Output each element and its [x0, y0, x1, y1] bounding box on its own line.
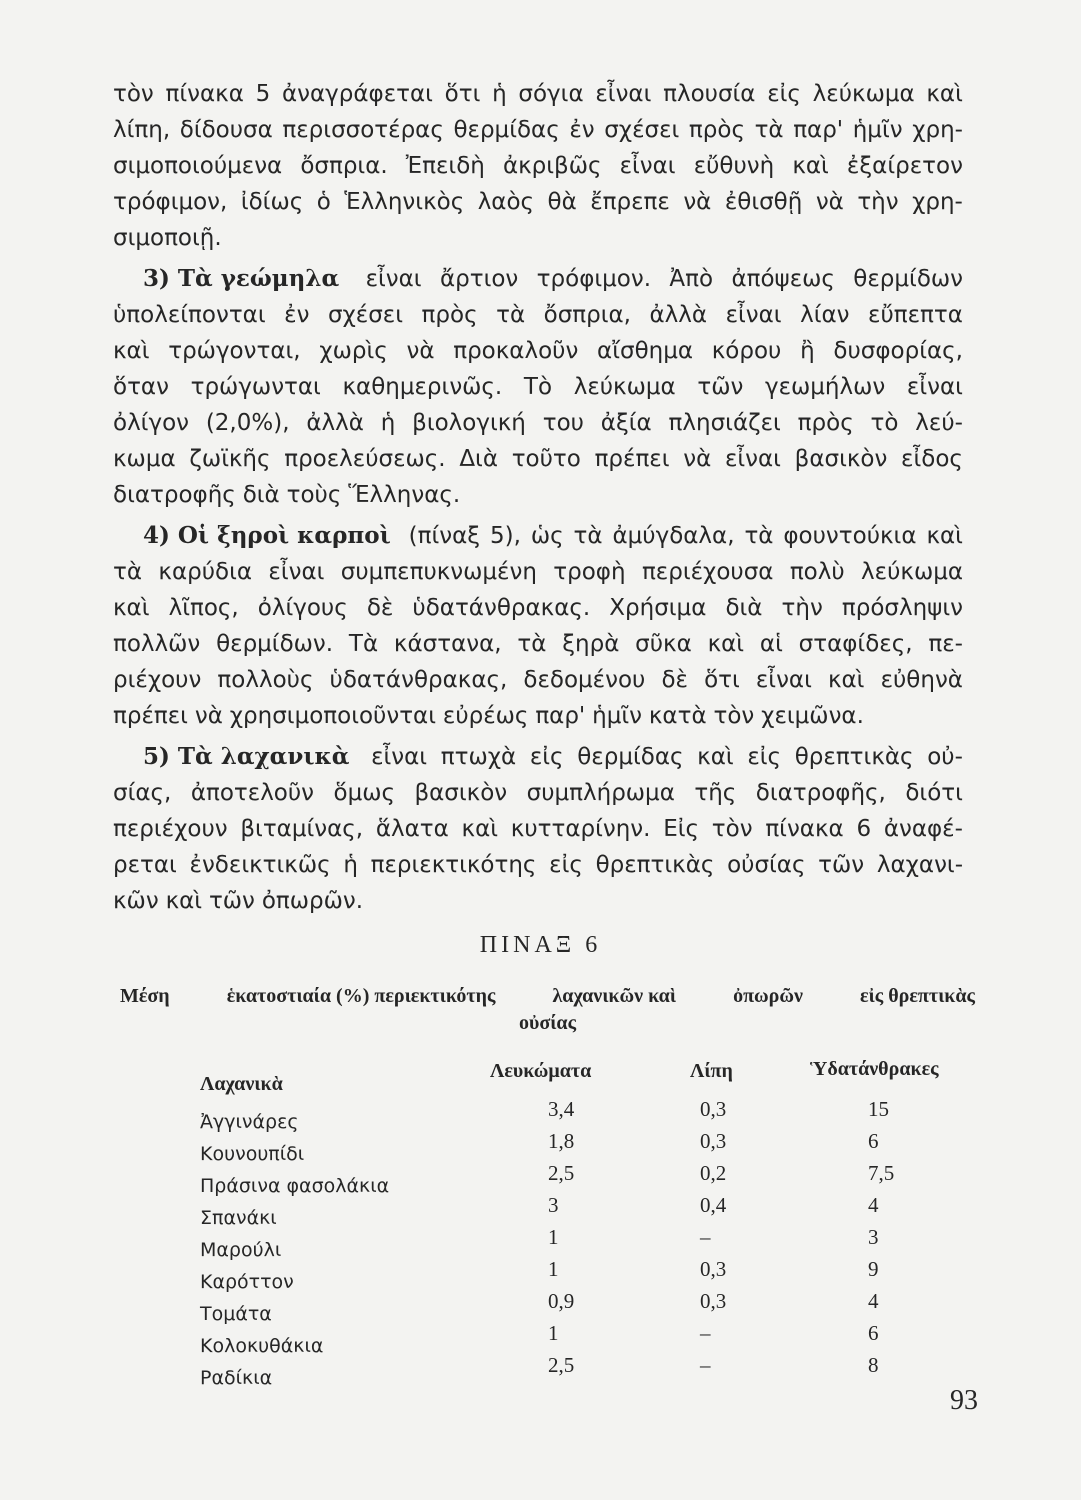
- word: πίνακα: [165, 81, 244, 107]
- word: διατροφῆς: [113, 482, 236, 508]
- word: (2,0%),: [205, 410, 290, 436]
- word: τρόφιμον.: [536, 266, 652, 292]
- word: χρησιμοποιοῦνται: [229, 703, 436, 729]
- word: πολλῶν: [113, 631, 201, 657]
- word: εἶναι: [725, 302, 782, 328]
- word: θὰ: [547, 189, 577, 215]
- word: εὔθυνὴ: [693, 153, 775, 179]
- word: δίδουσα: [179, 117, 273, 143]
- word: Χρήσιμα: [609, 595, 707, 621]
- word: πρὸς: [688, 117, 745, 143]
- word: διὰ: [242, 482, 280, 508]
- text-line: [113, 477, 963, 513]
- fat-value: 0,3: [700, 1097, 727, 1121]
- table-row: [0, 1257, 1081, 1295]
- word: ἐνδεικτικῶς: [189, 852, 331, 878]
- vegetable-name: Σπανάκι: [200, 1207, 277, 1229]
- word: σταφίδες,: [798, 631, 913, 657]
- text-line: [113, 847, 963, 883]
- fat-value: 0,3: [700, 1257, 727, 1281]
- word: εἶναι: [595, 81, 652, 107]
- text-line: [113, 184, 963, 220]
- word: εἰς: [747, 744, 782, 770]
- word: οὐσίας: [727, 852, 806, 878]
- protein-value: 2,5: [548, 1161, 575, 1185]
- word: πολὺ: [789, 559, 845, 585]
- word: ἐν: [284, 302, 310, 328]
- word: ὀλίγους: [257, 595, 348, 621]
- word: θερμίδων.: [216, 631, 334, 657]
- word: κατὰ: [648, 703, 707, 729]
- word: καὶ: [113, 595, 150, 621]
- word: σιμοποιούμενα: [113, 153, 283, 179]
- carbohydrate-value: 4: [868, 1193, 879, 1217]
- carbohydrate-value: 6: [868, 1321, 879, 1345]
- paragraph: [113, 261, 963, 513]
- text-line: [113, 148, 963, 184]
- word: χωρὶς: [319, 338, 388, 364]
- text-line: [113, 220, 963, 256]
- text-line: [113, 333, 963, 369]
- caption-part: ἑκατοστιαία (%) περιεκτικότης: [226, 985, 496, 1007]
- word: ἀκριβῶς: [502, 153, 602, 179]
- word: νὰ: [194, 703, 223, 729]
- caption-part: εἰς θρεπτικὰς: [860, 985, 975, 1007]
- word: τὸν: [711, 816, 753, 842]
- table-row: [0, 1289, 1081, 1327]
- word: σιμοποιῇ.: [113, 225, 222, 251]
- word: ὄσπρια.: [300, 153, 388, 179]
- word: παρ': [535, 703, 586, 729]
- word: γεωμήλων: [764, 374, 886, 400]
- word: πλησιάζει: [668, 410, 781, 436]
- word: 5: [255, 81, 271, 107]
- text-line: [113, 518, 963, 554]
- carbohydrate-value: 3: [868, 1225, 879, 1249]
- vegetable-name: Μαρούλι: [200, 1239, 282, 1261]
- word: εὔπεπτα: [868, 302, 963, 328]
- header-protein: Λευκώματα: [490, 1060, 592, 1082]
- table-row: [0, 1129, 1081, 1167]
- word: αἱ: [759, 631, 783, 657]
- protein-value: 2,5: [548, 1353, 575, 1377]
- vegetable-name: Καρόττον: [200, 1271, 294, 1293]
- word: εἶναι: [371, 744, 428, 770]
- word: ὑδατάνθρακας.: [412, 595, 591, 621]
- word: 5),: [490, 523, 521, 549]
- word: ἐθισθῇ: [724, 189, 803, 215]
- carbohydrate-value: 7,5: [868, 1161, 895, 1185]
- word: πρόσληψιν: [841, 595, 963, 621]
- word: ἀποτελοῦν: [190, 780, 315, 806]
- word: λαὸς: [477, 189, 535, 215]
- word: τὸν: [713, 703, 755, 729]
- word: Τὸ: [523, 374, 553, 400]
- paragraph: [113, 739, 963, 919]
- protein-value: 0,9: [548, 1289, 575, 1313]
- word: ἄρτιον: [439, 266, 519, 292]
- word: ὑδατάνθρακας,: [329, 667, 508, 693]
- word: θερμίδας: [453, 117, 560, 143]
- word: ἡ: [380, 410, 396, 436]
- word: ἀλλὰ: [649, 302, 708, 328]
- word: τὰ: [517, 631, 547, 657]
- word: εἰς: [767, 81, 801, 107]
- fat-value: 0,4: [700, 1193, 727, 1217]
- word: οὐ-: [927, 744, 963, 770]
- word: ὀλίγον: [113, 410, 189, 436]
- paragraph-heading: 4) Οἱ ξηροὶ καρποὶ: [143, 522, 391, 549]
- protein-value: 1: [548, 1257, 559, 1281]
- word: κῶν: [113, 888, 159, 914]
- caption-part: λαχανικῶν καὶ: [552, 985, 676, 1007]
- word: ὁ: [316, 189, 331, 215]
- word: σχέσει: [327, 302, 404, 328]
- word: διότι: [905, 780, 963, 806]
- page-number: 93: [950, 1385, 978, 1416]
- text-line: [113, 739, 963, 775]
- text-line: [113, 662, 963, 698]
- word: τοῦτο: [511, 446, 581, 472]
- word: τὴν: [857, 189, 899, 215]
- protein-value: 1: [548, 1321, 559, 1345]
- word: τῆς: [694, 780, 737, 806]
- text-line: [113, 554, 963, 590]
- table-row: [0, 1321, 1081, 1359]
- word: εἶναι: [906, 374, 963, 400]
- word: ἀναφέ-: [883, 816, 963, 842]
- word: θερμίδων: [853, 266, 963, 292]
- word: Ἀπὸ: [669, 266, 714, 292]
- carbohydrate-value: 4: [868, 1289, 879, 1313]
- word: ἅλατα: [375, 816, 449, 842]
- word: περιέχουσα: [641, 559, 774, 585]
- word: ξηρὰ: [562, 631, 620, 657]
- word: βιταμίνας,: [240, 816, 364, 842]
- protein-value: 1: [548, 1225, 559, 1249]
- word: διατροφῆς,: [755, 780, 886, 806]
- word: τρώγωνται: [190, 374, 321, 400]
- protein-value: 1,8: [548, 1129, 575, 1153]
- word: του: [542, 410, 584, 436]
- caption-line-2: οὐσίας: [518, 1012, 577, 1034]
- word: (πίναξ: [408, 523, 481, 549]
- word: τοὺς: [286, 482, 342, 508]
- paragraph-heading: 5) Τὰ λαχανικὰ: [143, 743, 350, 770]
- word: τρώγονται,: [168, 338, 301, 364]
- word: εἶναι: [268, 559, 325, 585]
- word: αἴσθημα: [597, 338, 694, 364]
- text-line: [113, 405, 963, 441]
- text-line: [113, 112, 963, 148]
- word: λεύ-: [915, 410, 963, 436]
- word: καὶ: [165, 888, 203, 914]
- header-carbohydrates: Ὑδατάνθρακες: [810, 1058, 939, 1080]
- word: καὶ: [926, 523, 963, 549]
- caption-part: Μέση: [120, 985, 170, 1007]
- vegetable-name: Τομάτα: [200, 1303, 272, 1325]
- word: λεύκωμα: [861, 559, 963, 585]
- word: συμπλήρωμα: [526, 780, 675, 806]
- word: χρη-: [912, 117, 963, 143]
- word: χρη-: [912, 189, 963, 215]
- word: ὀπωρῶν.: [261, 888, 364, 914]
- word: νὰ: [815, 189, 844, 215]
- word: ὅμως: [333, 780, 395, 806]
- text-line: [113, 441, 963, 477]
- word: σόγια: [518, 81, 584, 107]
- table-row: [0, 1193, 1081, 1231]
- table-caption: [120, 985, 975, 1035]
- vegetable-name: Κολοκυθάκια: [200, 1335, 324, 1357]
- word: ὡς: [530, 523, 564, 549]
- word: προκαλοῦν: [453, 338, 579, 364]
- word: τὰ: [744, 523, 774, 549]
- text-line: [113, 883, 963, 919]
- word: ἔπρεπε: [590, 189, 670, 215]
- fat-value: –: [700, 1353, 711, 1377]
- carbohydrate-value: 9: [868, 1257, 879, 1281]
- word: λεύκωμα: [812, 81, 915, 107]
- vegetable-name: Κουνουπίδι: [200, 1143, 305, 1165]
- word: πρέπει: [594, 446, 670, 472]
- text-line: [113, 626, 963, 662]
- word: χειμῶνα.: [761, 703, 864, 729]
- table-row: [0, 1225, 1081, 1263]
- word: εἶναι: [755, 667, 812, 693]
- word: λῖπος,: [168, 595, 239, 621]
- word: ζωϊκῆς: [189, 446, 271, 472]
- word: τὰ: [754, 117, 784, 143]
- word: τῶν: [697, 374, 744, 400]
- text-line: [113, 590, 963, 626]
- word: συμπεπυκνωμένη: [340, 559, 537, 585]
- word: τὸ: [870, 410, 899, 436]
- text-line: [113, 297, 963, 333]
- word: νὰ: [683, 189, 712, 215]
- word: περιεκτικότης: [370, 852, 537, 878]
- word: τὰ: [496, 302, 526, 328]
- word: εὐθηνὰ: [880, 667, 963, 693]
- word: ἀξία: [600, 410, 652, 436]
- word: λεύκωμα: [573, 374, 676, 400]
- word: κωμα: [113, 446, 176, 472]
- word: εἶδος: [901, 446, 963, 472]
- word: Εἰς: [663, 816, 700, 842]
- word: περιέχουν: [113, 816, 228, 842]
- fat-value: 0,3: [700, 1129, 727, 1153]
- word: λίαν: [800, 302, 850, 328]
- protein-value: 3: [548, 1193, 559, 1217]
- word: νὰ: [406, 338, 435, 364]
- word: τὴν: [781, 595, 823, 621]
- table-row: [0, 1161, 1081, 1199]
- word: σῦκα: [635, 631, 692, 657]
- word: Τὰ: [348, 631, 379, 657]
- body-text: [113, 76, 963, 924]
- word: παρ': [793, 117, 844, 143]
- word: ὅτι: [444, 81, 481, 107]
- word: βασικὸν: [794, 446, 888, 472]
- word: εἶναι: [619, 153, 676, 179]
- word: ὄσπρια,: [543, 302, 631, 328]
- word: φουντούκια: [783, 523, 917, 549]
- vegetable-name: Ραδίκια: [200, 1367, 273, 1389]
- paragraph-heading: 3) Τὰ γεώμηλα: [143, 265, 340, 292]
- word: τῶν: [208, 888, 255, 914]
- word: τρόφιμον,: [113, 189, 228, 215]
- word: πρὸς: [797, 410, 854, 436]
- word: τὰ: [113, 559, 143, 585]
- word: καὶ: [707, 631, 745, 657]
- word: Ἑλληνικὸς: [344, 189, 465, 215]
- word: ἀπόψεως: [731, 266, 835, 292]
- paragraph: [113, 518, 963, 734]
- word: διὰ: [725, 595, 763, 621]
- word: θρεπτικὰς: [794, 744, 914, 770]
- word: καὶ: [827, 667, 865, 693]
- word: δὲ: [661, 667, 688, 693]
- word: ἐν: [569, 117, 595, 143]
- word: ὅταν: [113, 374, 169, 400]
- word: ἡμῖν: [592, 703, 642, 729]
- word: ἀλλὰ: [306, 410, 364, 436]
- header-fat: Λίπη: [690, 1060, 733, 1082]
- word: τὰ: [573, 523, 603, 549]
- word: λαχανι-: [876, 852, 963, 878]
- word: πρέπει: [113, 703, 188, 729]
- word: σχέσει: [604, 117, 680, 143]
- word: πίνακα: [765, 816, 844, 842]
- word: πε-: [928, 631, 963, 657]
- word: εἶναι: [365, 266, 422, 292]
- word: νὰ: [683, 446, 712, 472]
- word: κάστανα,: [393, 631, 502, 657]
- paragraph: [113, 76, 963, 256]
- table-row: [0, 1353, 1081, 1391]
- word: ἐξαίρετον: [846, 153, 963, 179]
- word: σίας,: [113, 780, 172, 806]
- text-line: [113, 76, 963, 112]
- word: ἰδίως: [240, 189, 304, 215]
- text-line: [113, 369, 963, 405]
- word: εἰς: [529, 744, 564, 770]
- word: εἶναι: [724, 446, 781, 472]
- word: ἡ: [492, 81, 507, 107]
- word: τὸν: [113, 81, 154, 107]
- header-vegetables: Λαχανικὰ: [200, 1073, 283, 1095]
- protein-value: 3,4: [548, 1097, 575, 1121]
- word: ὅτι: [704, 667, 740, 693]
- word: βιολογική: [412, 410, 526, 436]
- carbohydrate-value: 15: [868, 1097, 889, 1121]
- word: καὶ: [697, 744, 734, 770]
- carbohydrate-value: 8: [868, 1353, 879, 1377]
- vegetable-name: Πράσινα φασολάκια: [200, 1175, 390, 1197]
- text-line: [113, 811, 963, 847]
- fat-value: 0,3: [700, 1289, 727, 1313]
- word: καθημερινῶς.: [342, 374, 503, 400]
- word: δεδομένου: [523, 667, 646, 693]
- word: περισσοτέρας: [282, 117, 444, 143]
- text-line: [113, 698, 963, 734]
- word: εἰς: [549, 852, 583, 878]
- word: ριέχουν: [113, 667, 202, 693]
- word: Ἐπειδὴ: [405, 153, 485, 179]
- word: καὶ: [461, 816, 499, 842]
- word: λίπη,: [113, 117, 171, 143]
- word: ἀμύγδαλα,: [612, 523, 735, 549]
- word: καρύδια: [158, 559, 253, 585]
- word: βασικὸν: [414, 780, 508, 806]
- text-line: [113, 775, 963, 811]
- word: καὶ: [113, 338, 150, 364]
- word: πολλοὺς: [217, 667, 314, 693]
- word: τῶν: [818, 852, 865, 878]
- word: ἡμῖν: [852, 117, 903, 143]
- fat-value: –: [700, 1225, 711, 1249]
- word: θρεπτικὰς: [595, 852, 715, 878]
- word: πτωχὰ: [440, 744, 517, 770]
- word: 6: [856, 816, 872, 842]
- caption-part: ὀπωρῶν: [733, 985, 803, 1007]
- word: κόρου: [711, 338, 782, 364]
- vegetable-name: Ἀγγινάρες: [200, 1111, 299, 1133]
- text-line: [113, 261, 963, 297]
- fat-value: 0,2: [700, 1161, 727, 1185]
- word: δὲ: [366, 595, 394, 621]
- word: προελεύσεως.: [284, 446, 446, 472]
- word: τροφὴ: [553, 559, 626, 585]
- table-row: [0, 1097, 1081, 1135]
- table-title: ΠΙΝΑΞ 6: [479, 932, 602, 958]
- word: ἡ: [343, 852, 358, 878]
- word: ρεται: [113, 852, 177, 878]
- word: καὶ: [926, 81, 963, 107]
- carbohydrate-value: 6: [868, 1129, 879, 1153]
- word: εὐρέως: [442, 703, 529, 729]
- word: πλουσία: [663, 81, 756, 107]
- word: καὶ: [792, 153, 829, 179]
- word: κυτταρίνην.: [510, 816, 651, 842]
- word: Διὰ: [459, 446, 498, 472]
- word: θερμίδας: [577, 744, 684, 770]
- fat-value: –: [700, 1321, 711, 1345]
- caption-line-1: [120, 985, 975, 1008]
- word: Ἕλληνας.: [348, 482, 461, 508]
- word: δυσφορίας,: [833, 338, 963, 364]
- word: ἢ: [800, 338, 815, 364]
- word: ὑπολείπονται: [113, 302, 266, 328]
- word: πρὸς: [421, 302, 478, 328]
- word: ἀναγράφεται: [281, 81, 433, 107]
